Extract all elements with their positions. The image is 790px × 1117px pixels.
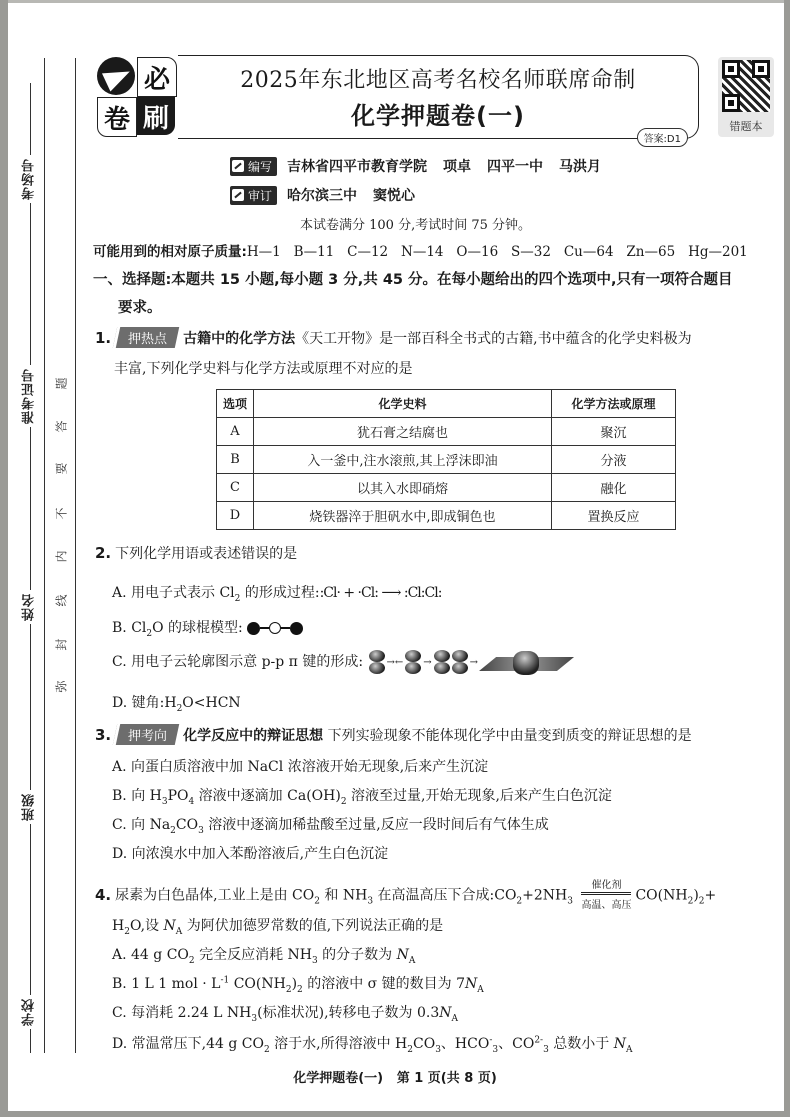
question-4-option-a[interactable]: A. 44 g $CO_2$ 完全反应消耗 $NH_3$ 的分子数为 $N_A$ [112,947,416,966]
option-text: C. 向 Na [112,817,171,833]
question-1-stem [95,327,692,348]
atomic-mass: S—32 [511,244,551,260]
option-text: A. 44 g CO [112,947,189,963]
question-4-stem: 4. 尿素为白色晶体,工业上是由 $CO_2$ 和 $NH_3$ 在高温高压下合成$:CO_2+2NH_3$ 催化剂 高温、高压 $CO(NH_2)_2+$ [95,878,716,913]
page-footer [0,1067,790,1086]
atomic-mass: B—11 [293,244,335,260]
exam-series-title: 2025年东北地区高考名校名师联席命制 [240,68,636,93]
subscript: 3 [161,796,168,807]
table-cell: 犹石膏之结腐也 [254,418,552,446]
reviewer-label: 审订 [248,188,273,203]
subscript: 2 [340,796,347,807]
atomic-mass: Hg—201 [688,244,748,260]
seal-char: 答 [54,420,69,433]
option-text: A. 用电子式表示 Cl [112,585,235,601]
table-header-row [217,390,676,418]
subscript: 3 [198,825,204,836]
binding-line-inner [75,58,76,1053]
qr-code[interactable] [718,57,774,137]
question-4-option-c[interactable]: C. 每消耗 2.24 L $NH_3$(标准状况),转移电子数为 $0.3N_A$ [112,1005,458,1024]
paper-plane-icon [97,57,135,95]
question-2-option-c[interactable] [112,650,574,674]
question-3-option-d[interactable]: D. 向浓溴水中加入苯酚溶液后,产生白色沉淀 [112,846,389,862]
binding-line-outer [44,58,45,1053]
seal-char: 不 [54,507,69,520]
atomic-masses [93,240,748,260]
qr-label: 错题本 [729,120,763,133]
atomic-mass: C—12 [347,244,389,260]
reaction-conditions [581,876,631,911]
atomic-mass: Zn—65 [626,244,676,260]
condition-label: 高温、高压 [581,900,632,911]
page-frame-bottom [0,1111,790,1117]
question-text: 在高温高压下合成:CO [373,887,517,904]
question-3-option-a[interactable]: A. 向蛋白质溶液中加 NaCl 浓溶液开始无现象,后来产生沉淀 [112,759,489,775]
option-text: 的溶液中 σ 键的数目为 7 [302,976,466,992]
question-2-option-d[interactable] [112,692,241,712]
section-heading: 一、选择题:本题共 15 小题,每小题 3 分,共 45 分。在每小题给出的四个选项中,只有一项符合题目 [93,272,733,288]
reviewer-credit [230,185,415,205]
option-text: 、HCO [440,1036,490,1052]
atomic-mass: O—16 [456,244,499,260]
table-row [217,474,676,502]
table-cell: 入一釜中,注水滚煎,其上浮沫即油 [254,446,552,474]
title-box [178,55,699,145]
subscript: 2 [146,628,153,639]
question-number: 1. [95,329,112,347]
option-text: 的形成过程: [240,585,320,601]
table-cell: 以其入水即硝熔 [254,474,552,502]
option-text: D. 键角:H [112,695,177,711]
table-header: 选项 [217,390,254,418]
table-cell: 融化 [552,474,676,502]
option-text: CO [175,817,199,833]
option-text: 溶于水,所得溶液中 H [269,1036,408,1052]
qr-code-icon [722,60,770,112]
option-text: CO(NH [229,976,286,992]
option-text: C. 用电子云轮廓图示意 p-p π 键的形成: [112,654,364,670]
table-header: 化学方法或原理 [552,390,676,418]
question-2-stem [95,543,297,563]
editor-org: 四平一中 [487,159,544,175]
catalyst-label: 催化剂 [581,876,631,895]
question-text: CO(NH [635,887,688,904]
fill-in-line [30,83,31,1053]
subscript: 2 [176,703,183,714]
reviewer-org: 哈尔滨三中 [287,188,358,204]
question-number: 2. [95,544,112,562]
question-tag: 押考向 [113,724,179,745]
table-cell: 置换反应 [552,502,676,530]
question-text: H [112,918,125,934]
seal-char: 弥 [54,680,69,693]
option-text: B. 1 L 1 mol · L [112,976,221,992]
page-frame-right [784,0,790,1117]
reviewer-name: 窦悦心 [373,188,416,204]
table-row [217,446,676,474]
question-number: 3. [95,726,112,744]
option-text: 总数小于 [548,1036,614,1052]
editor-label: 编写 [248,159,273,174]
option-text: C. 每消耗 2.24 L NH [112,1005,252,1021]
atomic-mass: N—14 [401,244,444,260]
subscript: 4 [188,796,195,807]
editor-badge [230,157,277,176]
field-school[interactable]: 学校 [20,995,39,1029]
ball-stick-model-icon [247,620,303,636]
question-text: 为阿伏加德罗常数的值,下列说法正确的是 [182,918,444,934]
question-1-table [216,389,676,530]
option-text: O 的球棍模型: [152,620,243,636]
editor-org: 吉林省四平市教育学院 [287,159,428,175]
question-2-option-b[interactable] [112,617,303,637]
checklist-icon [232,189,244,201]
electron-formula: :Cl· + ·Cl: ⟶ :Cl:Cl: [319,585,442,601]
atomic-masses-label: 可能用到的相对原子质量: [93,244,247,260]
question-text: 尿素为白色晶体,工业上是由 CO [115,887,315,904]
question-2-option-a[interactable] [112,582,441,602]
question-number: 4. [95,885,112,904]
question-text: O,设 [129,918,164,934]
subscript: 2 [234,593,241,604]
field-exam-room[interactable]: 考场号 [20,155,39,203]
table-cell: A [217,418,254,446]
seal-char: 内 [54,550,69,563]
option-text: B. 向 H [112,788,162,804]
table-cell: C [217,474,254,502]
seal-char: 要 [54,462,69,475]
answer-tag: 答案:D1 [637,128,688,147]
field-name[interactable]: 姓名 [20,590,39,624]
question-tag: 押热点 [113,327,179,348]
question-text: 下列实验现象不能体现化学中由量变到质变的辩证思想的是 [327,728,692,744]
brand-logo [95,55,177,135]
table-cell: D [217,502,254,530]
subscript: 2 [170,825,176,836]
question-text: + [704,887,717,904]
option-text: 溶液中逐滴加稀盐酸至过量,反应一段时间后有气体生成 [203,817,549,833]
table-cell: 聚沉 [552,418,676,446]
reviewer-badge [230,186,277,205]
seal-char: 封 [54,638,69,651]
option-text: B. Cl [112,620,147,636]
option-text: 、CO [498,1036,535,1052]
question-3-option-c[interactable] [112,814,549,834]
question-text: 下列化学用语或表述错误的是 [115,546,298,562]
question-topic: 化学反应中的辩证思想 [183,728,324,744]
question-text: +2NH [522,887,568,904]
logo-char: 必 [137,57,177,97]
table-cell: 烧铁器淬于胆矾水中,即成铜色也 [254,502,552,530]
logo-char: 卷 [97,97,137,137]
option-text: 完全反应消耗 NH [194,947,312,963]
field-admission-no[interactable]: 准考证号 [20,365,39,427]
option-text: CO [412,1036,436,1052]
table-cell: B [217,446,254,474]
option-text: D. 常温常压下,44 g CO [112,1036,264,1052]
option-text: 溶液至过量,开始无现象,后来产生白色沉淀 [346,788,612,804]
footer-title: 化学押题卷(一) [293,1071,384,1086]
page-frame-top [0,0,790,3]
exam-info: 本试卷满分 100 分,考试时间 75 分钟。 [300,218,532,233]
editor-credit [230,156,601,176]
option-text: O<HCN [182,695,241,711]
table-row [217,418,676,446]
table-header: 化学史料 [254,390,552,418]
option-text: (标准状况),转移电子数为 0.3 [257,1005,440,1021]
question-4-option-b[interactable]: B. 1 L 1 mol · $L^{-1}$ $CO(NH_2)_2$ 的溶液中 σ 键的数目为 $7N_A$ [112,975,484,995]
question-1-stem-cont: 丰富,下列化学史料与化学方法或原理不对应的是 [114,361,413,377]
section-heading-cont: 要求。 [118,300,162,316]
question-4-option-d[interactable]: D. 常温常压下,44 g $CO_2$ 溶于水,所得溶液中 $H_2CO_3$、$HCO^-_3$、$CO^{2-}_3$ 总数小于 $N_A$ [112,1035,633,1055]
editor-name: 项卓 [443,159,472,175]
table-cell: 分液 [552,446,676,474]
atomic-mass: Cu—64 [563,244,614,260]
option-text: 溶液中逐滴加 Ca(OH) [194,788,341,804]
electron-cloud-diagram-icon: →← → → [368,654,575,670]
paper-title: 化学押题卷(一) [351,102,525,130]
table-row [217,502,676,530]
seal-char: 线 [54,594,69,607]
question-3-option-b[interactable] [112,785,612,805]
page-frame-left [0,0,8,1117]
question-4-stem-cont: $H_2O$,设 $N_A$ 为阿伏加德罗常数的值,下列说法正确的是 [112,918,444,937]
pencil-icon [232,160,244,172]
editor-name: 马洪月 [559,159,602,175]
logo-char: 刷 [137,97,175,135]
field-class[interactable]: 班级 [20,790,39,824]
question-topic: 古籍中的化学方法 [183,331,296,347]
question-3-stem [95,724,692,745]
atomic-mass: H—1 [246,244,281,260]
option-text: PO [167,788,189,804]
option-text: 的分子数为 [317,947,397,963]
question-text: 和 NH [319,887,368,904]
question-text: 《天工开物》是一部百科全书式的古籍,书中蕴含的化学史料极为 [295,331,692,347]
seal-char: 题 [54,377,69,390]
page-number: 第 1 页(共 8 页) [396,1071,497,1086]
